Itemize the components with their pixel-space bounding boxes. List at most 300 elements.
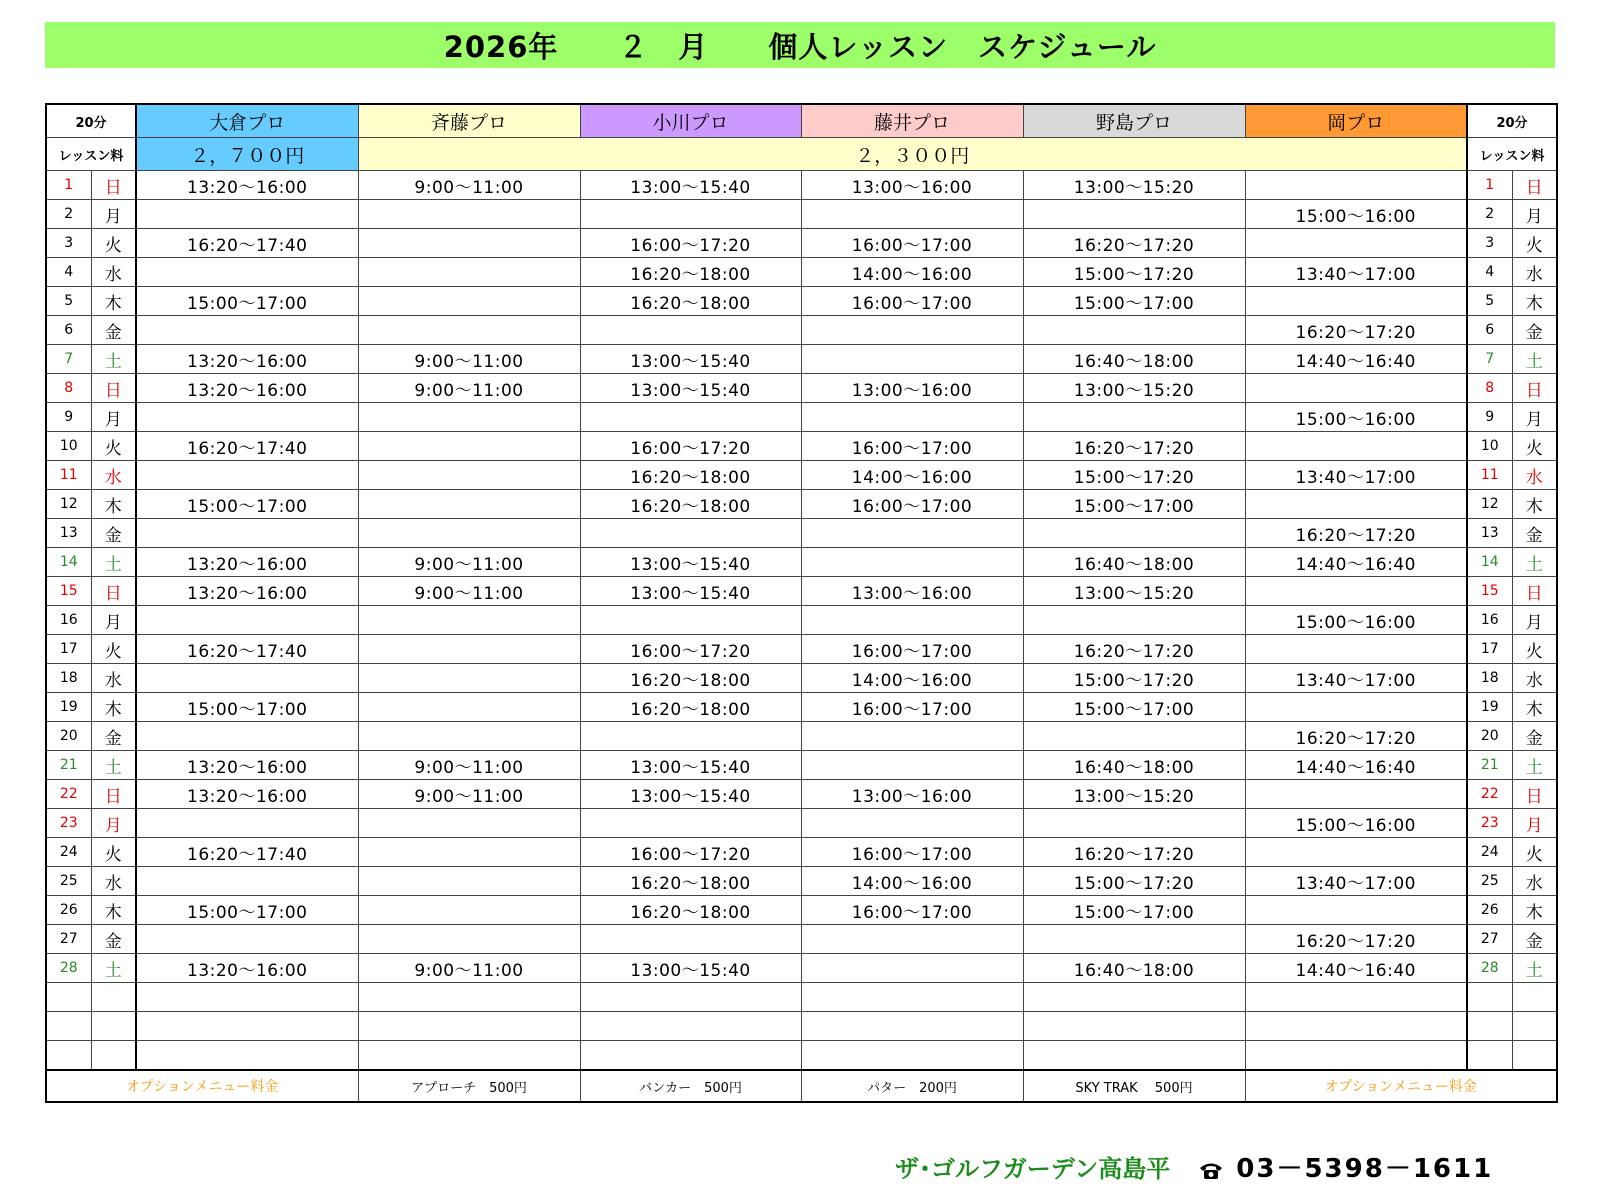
lesson-slot (136, 258, 358, 287)
day-number: 23 (46, 809, 91, 838)
lesson-slot (580, 925, 801, 954)
schedule-row (46, 403, 1557, 432)
day-number-right: 22 (1467, 780, 1512, 809)
schedule-row (46, 693, 1557, 722)
lesson-slot (1023, 519, 1245, 548)
pro-header-nojima: 野島プロ (1023, 104, 1245, 138)
weekday: 月 (91, 403, 136, 432)
lesson-slot: 9:00～11:00 (358, 954, 580, 983)
weekday-right: 土 (1512, 751, 1557, 780)
schedule-row (46, 635, 1557, 664)
empty-cell (580, 1041, 801, 1071)
lesson-slot: 13:20～16:00 (136, 751, 358, 780)
lesson-slot: 15:00～16:00 (1245, 606, 1467, 635)
lesson-slot (580, 809, 801, 838)
option-bunker: バンカー 500円 (580, 1070, 801, 1102)
weekday: 火 (91, 432, 136, 461)
weekday-right: 月 (1512, 403, 1557, 432)
lesson-slot (801, 519, 1023, 548)
lesson-slot: 13:20～16:00 (136, 345, 358, 374)
empty-cell (91, 1041, 136, 1071)
empty-cell (1245, 983, 1467, 1012)
lesson-slot (1245, 374, 1467, 403)
empty-cell (1467, 1012, 1512, 1041)
day-number: 18 (46, 664, 91, 693)
weekday: 火 (91, 635, 136, 664)
weekday: 水 (91, 867, 136, 896)
weekday-right: 日 (1512, 374, 1557, 403)
lesson-slot: 14:40～16:40 (1245, 548, 1467, 577)
day-number-right: 18 (1467, 664, 1512, 693)
lesson-slot: 9:00～11:00 (358, 345, 580, 374)
lesson-slot: 13:00～15:20 (1023, 780, 1245, 809)
day-number: 14 (46, 548, 91, 577)
empty-cell (1512, 1012, 1557, 1041)
day-number: 16 (46, 606, 91, 635)
weekday-right: 水 (1512, 664, 1557, 693)
lesson-slot: 9:00～11:00 (358, 171, 580, 200)
lesson-slot: 16:00～17:00 (801, 635, 1023, 664)
schedule-row (46, 374, 1557, 403)
weekday: 日 (91, 171, 136, 200)
day-number-right: 15 (1467, 577, 1512, 606)
lesson-slot: 13:00～15:40 (580, 577, 801, 606)
lesson-slot (1245, 780, 1467, 809)
day-number-right: 20 (1467, 722, 1512, 751)
lesson-slot: 16:20～17:40 (136, 229, 358, 258)
lesson-slot: 13:40～17:00 (1245, 867, 1467, 896)
lesson-slot (801, 548, 1023, 577)
empty-cell (358, 1041, 580, 1071)
corner-bottom-right: レッスン料 (1467, 138, 1557, 171)
day-number-right: 6 (1467, 316, 1512, 345)
schedule-row (46, 461, 1557, 490)
options-label-left: オプションメニュー料金 (46, 1070, 358, 1102)
empty-cell (1467, 983, 1512, 1012)
lesson-slot (1023, 722, 1245, 751)
weekday-right: 土 (1512, 548, 1557, 577)
empty-cell (580, 983, 801, 1012)
day-number-right: 26 (1467, 896, 1512, 925)
lesson-slot: 13:00～15:20 (1023, 577, 1245, 606)
lesson-slot (358, 896, 580, 925)
lesson-slot: 16:00～17:00 (801, 490, 1023, 519)
lesson-slot: 15:00～17:00 (1023, 287, 1245, 316)
lesson-slot (358, 461, 580, 490)
lesson-slot: 13:20～16:00 (136, 577, 358, 606)
lesson-slot (358, 519, 580, 548)
empty-cell (46, 1012, 91, 1041)
lesson-slot (358, 867, 580, 896)
lesson-slot (1245, 693, 1467, 722)
weekday: 土 (91, 548, 136, 577)
lesson-slot (801, 954, 1023, 983)
lesson-slot (358, 635, 580, 664)
lesson-slot (1245, 229, 1467, 258)
empty-cell (801, 1012, 1023, 1041)
weekday: 月 (91, 809, 136, 838)
lesson-slot: 16:20～17:20 (1023, 229, 1245, 258)
weekday-right: 木 (1512, 896, 1557, 925)
lesson-slot: 15:00～17:20 (1023, 461, 1245, 490)
lesson-slot: 16:00～17:00 (801, 432, 1023, 461)
lesson-slot: 16:40～18:00 (1023, 548, 1245, 577)
lesson-slot: 16:40～18:00 (1023, 345, 1245, 374)
lesson-slot: 9:00～11:00 (358, 577, 580, 606)
lesson-slot (358, 664, 580, 693)
lesson-slot: 16:20～18:00 (580, 664, 801, 693)
day-number-right: 4 (1467, 258, 1512, 287)
telephone-icon (1198, 1157, 1224, 1177)
lesson-slot (358, 200, 580, 229)
weekday: 水 (91, 664, 136, 693)
pro-header-saito: 斉藤プロ (358, 104, 580, 138)
day-number-right: 21 (1467, 751, 1512, 780)
weekday-right: 日 (1512, 171, 1557, 200)
lesson-slot (136, 403, 358, 432)
phone-contact (1198, 1148, 1493, 1185)
schedule-row (46, 316, 1557, 345)
lesson-slot: 9:00～11:00 (358, 548, 580, 577)
day-number-right: 25 (1467, 867, 1512, 896)
empty-cell (136, 983, 358, 1012)
lesson-slot: 13:00～15:20 (1023, 374, 1245, 403)
lesson-slot: 16:20～17:40 (136, 432, 358, 461)
schedule-row (46, 577, 1557, 606)
weekday-right: 水 (1512, 258, 1557, 287)
weekday: 土 (91, 345, 136, 374)
empty-row (46, 1012, 1557, 1041)
day-number: 21 (46, 751, 91, 780)
lesson-slot: 16:20～18:00 (580, 490, 801, 519)
pro-header-ogawa: 小川プロ (580, 104, 801, 138)
lesson-slot (358, 925, 580, 954)
lesson-slot: 13:00～15:40 (580, 345, 801, 374)
lesson-slot: 13:00～15:20 (1023, 171, 1245, 200)
empty-cell (46, 1041, 91, 1071)
schedule-row (46, 896, 1557, 925)
lesson-slot: 16:20～17:40 (136, 635, 358, 664)
lesson-slot: 16:00～17:00 (801, 693, 1023, 722)
day-number: 7 (46, 345, 91, 374)
lesson-slot (358, 809, 580, 838)
lesson-slot (358, 432, 580, 461)
day-number-right: 23 (1467, 809, 1512, 838)
pro-header-okura: 大倉プロ (136, 104, 358, 138)
lesson-slot: 9:00～11:00 (358, 374, 580, 403)
lesson-slot (136, 519, 358, 548)
fee-okura: ２，７００円 (136, 138, 358, 171)
weekday-right: 火 (1512, 838, 1557, 867)
empty-cell (358, 983, 580, 1012)
lesson-slot (580, 722, 801, 751)
weekday-right: 水 (1512, 867, 1557, 896)
lesson-slot (580, 316, 801, 345)
day-number: 2 (46, 200, 91, 229)
day-number: 22 (46, 780, 91, 809)
weekday: 金 (91, 519, 136, 548)
day-number-right: 14 (1467, 548, 1512, 577)
day-number: 26 (46, 896, 91, 925)
fee-others: ２，３００円 (358, 138, 1467, 171)
empty-cell (801, 983, 1023, 1012)
weekday-right: 木 (1512, 287, 1557, 316)
lesson-slot (1245, 635, 1467, 664)
day-number: 9 (46, 403, 91, 432)
day-number: 3 (46, 229, 91, 258)
weekday: 月 (91, 606, 136, 635)
schedule-row (46, 200, 1557, 229)
options-label-right: オプションメニュー料金 (1245, 1070, 1557, 1102)
lesson-slot: 15:00～17:00 (1023, 693, 1245, 722)
empty-cell (1512, 1041, 1557, 1071)
day-number-right: 19 (1467, 693, 1512, 722)
day-number-right: 1 (1467, 171, 1512, 200)
lesson-slot: 13:20～16:00 (136, 171, 358, 200)
weekday-right: 木 (1512, 490, 1557, 519)
corner-bottom-left: レッスン料 (46, 138, 136, 171)
lesson-slot: 16:20～17:20 (1023, 432, 1245, 461)
weekday: 土 (91, 751, 136, 780)
weekday: 火 (91, 229, 136, 258)
day-number-right: 13 (1467, 519, 1512, 548)
lesson-slot (801, 316, 1023, 345)
weekday-right: 火 (1512, 635, 1557, 664)
schedule-row (46, 345, 1557, 374)
lesson-slot: 15:00～17:00 (1023, 896, 1245, 925)
lesson-slot (358, 722, 580, 751)
day-number-right: 2 (1467, 200, 1512, 229)
day-number-right: 5 (1467, 287, 1512, 316)
lesson-slot (136, 722, 358, 751)
lesson-slot (358, 316, 580, 345)
lesson-slot (1245, 577, 1467, 606)
option-skytrak: SKY TRAK 500円 (1023, 1070, 1245, 1102)
weekday: 日 (91, 374, 136, 403)
lesson-slot (1023, 809, 1245, 838)
day-number: 24 (46, 838, 91, 867)
weekday: 金 (91, 316, 136, 345)
day-number: 27 (46, 925, 91, 954)
lesson-slot: 16:20～18:00 (580, 258, 801, 287)
empty-row (46, 1041, 1557, 1071)
empty-cell (1467, 1041, 1512, 1071)
lesson-slot: 16:00～17:00 (801, 229, 1023, 258)
weekday-right: 土 (1512, 345, 1557, 374)
empty-cell (1512, 983, 1557, 1012)
option-approach: アプローチ 500円 (358, 1070, 580, 1102)
lesson-slot: 13:40～17:00 (1245, 258, 1467, 287)
lesson-slot: 13:00～16:00 (801, 780, 1023, 809)
phone-number: 03－5398－1611 (1236, 1154, 1494, 1184)
lesson-slot: 15:00～16:00 (1245, 809, 1467, 838)
schedule-row (46, 258, 1557, 287)
weekday-right: 金 (1512, 316, 1557, 345)
lesson-slot: 16:00～17:00 (801, 896, 1023, 925)
day-number-right: 3 (1467, 229, 1512, 258)
lesson-slot (801, 809, 1023, 838)
empty-cell (801, 1041, 1023, 1071)
weekday: 木 (91, 896, 136, 925)
lesson-slot: 15:00～17:00 (136, 896, 358, 925)
lesson-slot: 16:20～17:20 (1245, 316, 1467, 345)
lesson-slot (136, 809, 358, 838)
weekday: 土 (91, 954, 136, 983)
lesson-slot (1245, 490, 1467, 519)
day-number-right: 11 (1467, 461, 1512, 490)
lesson-slot: 15:00～17:00 (1023, 490, 1245, 519)
lesson-slot: 16:00～17:20 (580, 229, 801, 258)
schedule-row (46, 519, 1557, 548)
schedule-row (46, 809, 1557, 838)
lesson-slot: 15:00～17:20 (1023, 867, 1245, 896)
weekday-right: 月 (1512, 606, 1557, 635)
lesson-slot (801, 200, 1023, 229)
weekday-right: 火 (1512, 229, 1557, 258)
day-number-right: 28 (1467, 954, 1512, 983)
weekday: 日 (91, 577, 136, 606)
day-number: 10 (46, 432, 91, 461)
lesson-slot (358, 258, 580, 287)
weekday-right: 木 (1512, 693, 1557, 722)
lesson-slot: 14:40～16:40 (1245, 751, 1467, 780)
lesson-slot (1245, 171, 1467, 200)
schedule-row (46, 780, 1557, 809)
schedule-row (46, 490, 1557, 519)
schedule-row (46, 954, 1557, 983)
day-number: 1 (46, 171, 91, 200)
lesson-slot: 16:00～17:20 (580, 838, 801, 867)
lesson-slot: 14:00～16:00 (801, 461, 1023, 490)
lesson-slot: 16:00～17:20 (580, 635, 801, 664)
lesson-slot (1245, 432, 1467, 461)
weekday: 金 (91, 925, 136, 954)
schedule-row (46, 751, 1557, 780)
lesson-slot: 13:00～15:40 (580, 954, 801, 983)
weekday: 金 (91, 722, 136, 751)
lesson-slot: 16:00～17:20 (580, 432, 801, 461)
lesson-slot: 15:00～16:00 (1245, 403, 1467, 432)
weekday: 月 (91, 200, 136, 229)
lesson-slot: 13:00～16:00 (801, 171, 1023, 200)
lesson-slot: 16:20～17:20 (1023, 635, 1245, 664)
schedule-row (46, 548, 1557, 577)
lesson-slot (1023, 200, 1245, 229)
club-name: ザ･ゴルフガーデン高島平 (895, 1155, 1171, 1183)
empty-row (46, 983, 1557, 1012)
lesson-slot (580, 606, 801, 635)
lesson-slot (358, 490, 580, 519)
weekday: 木 (91, 287, 136, 316)
lesson-slot: 14:40～16:40 (1245, 954, 1467, 983)
schedule-row (46, 287, 1557, 316)
lesson-slot (1245, 838, 1467, 867)
day-number: 5 (46, 287, 91, 316)
day-number: 20 (46, 722, 91, 751)
schedule-row (46, 664, 1557, 693)
lesson-slot (1023, 316, 1245, 345)
empty-cell (91, 983, 136, 1012)
lesson-slot: 16:20～18:00 (580, 896, 801, 925)
lesson-slot: 16:40～18:00 (1023, 751, 1245, 780)
empty-cell (1245, 1041, 1467, 1071)
lesson-slot: 16:20～17:20 (1245, 925, 1467, 954)
lesson-slot: 13:00～16:00 (801, 577, 1023, 606)
schedule-row (46, 171, 1557, 200)
lesson-slot (136, 200, 358, 229)
day-number: 4 (46, 258, 91, 287)
lesson-slot (358, 693, 580, 722)
schedule-row (46, 432, 1557, 461)
day-number-right: 17 (1467, 635, 1512, 664)
lesson-slot: 15:00～17:00 (136, 693, 358, 722)
lesson-slot (358, 287, 580, 316)
weekday: 水 (91, 258, 136, 287)
day-number: 12 (46, 490, 91, 519)
empty-cell (580, 1012, 801, 1041)
schedule-row (46, 229, 1557, 258)
lesson-slot (136, 606, 358, 635)
empty-cell (91, 1012, 136, 1041)
page-title: 2026年 ２ 月 個人レッスン スケジュール (443, 29, 1157, 64)
day-number-right: 8 (1467, 374, 1512, 403)
lesson-slot: 16:20～17:20 (1245, 722, 1467, 751)
lesson-slot: 14:00～16:00 (801, 867, 1023, 896)
day-number-right: 24 (1467, 838, 1512, 867)
weekday-right: 火 (1512, 432, 1557, 461)
lesson-slot: 16:00～17:00 (801, 287, 1023, 316)
lesson-slot: 13:20～16:00 (136, 548, 358, 577)
day-number-right: 9 (1467, 403, 1512, 432)
day-number: 19 (46, 693, 91, 722)
lesson-slot: 14:40～16:40 (1245, 345, 1467, 374)
corner-top-left: 20分 (46, 104, 136, 138)
schedule-row (46, 867, 1557, 896)
lesson-slot: 13:00～15:40 (580, 548, 801, 577)
lesson-slot: 13:00～15:40 (580, 374, 801, 403)
option-putter: パター 200円 (801, 1070, 1023, 1102)
lesson-slot (580, 519, 801, 548)
schedule-table (45, 103, 1558, 1103)
options-row (46, 1070, 1557, 1102)
lesson-slot: 16:20～18:00 (580, 461, 801, 490)
empty-cell (1023, 983, 1245, 1012)
lesson-slot (358, 403, 580, 432)
lesson-slot: 13:00～15:40 (580, 751, 801, 780)
lesson-slot: 16:20～17:20 (1023, 838, 1245, 867)
lesson-slot (801, 403, 1023, 432)
lesson-slot: 16:40～18:00 (1023, 954, 1245, 983)
lesson-slot: 15:00～16:00 (1245, 200, 1467, 229)
lesson-slot: 15:00～17:00 (136, 490, 358, 519)
weekday: 火 (91, 838, 136, 867)
day-number: 25 (46, 867, 91, 896)
pro-header-fujii: 藤井プロ (801, 104, 1023, 138)
lesson-slot: 13:40～17:00 (1245, 461, 1467, 490)
weekday-right: 金 (1512, 519, 1557, 548)
schedule-row (46, 925, 1557, 954)
lesson-slot: 13:00～16:00 (801, 374, 1023, 403)
lesson-slot (580, 200, 801, 229)
day-number: 15 (46, 577, 91, 606)
lesson-slot: 16:20～18:00 (580, 693, 801, 722)
lesson-slot (801, 606, 1023, 635)
empty-cell (1245, 1012, 1467, 1041)
lesson-slot (580, 403, 801, 432)
lesson-slot (801, 925, 1023, 954)
day-number-right: 12 (1467, 490, 1512, 519)
lesson-slot (801, 722, 1023, 751)
